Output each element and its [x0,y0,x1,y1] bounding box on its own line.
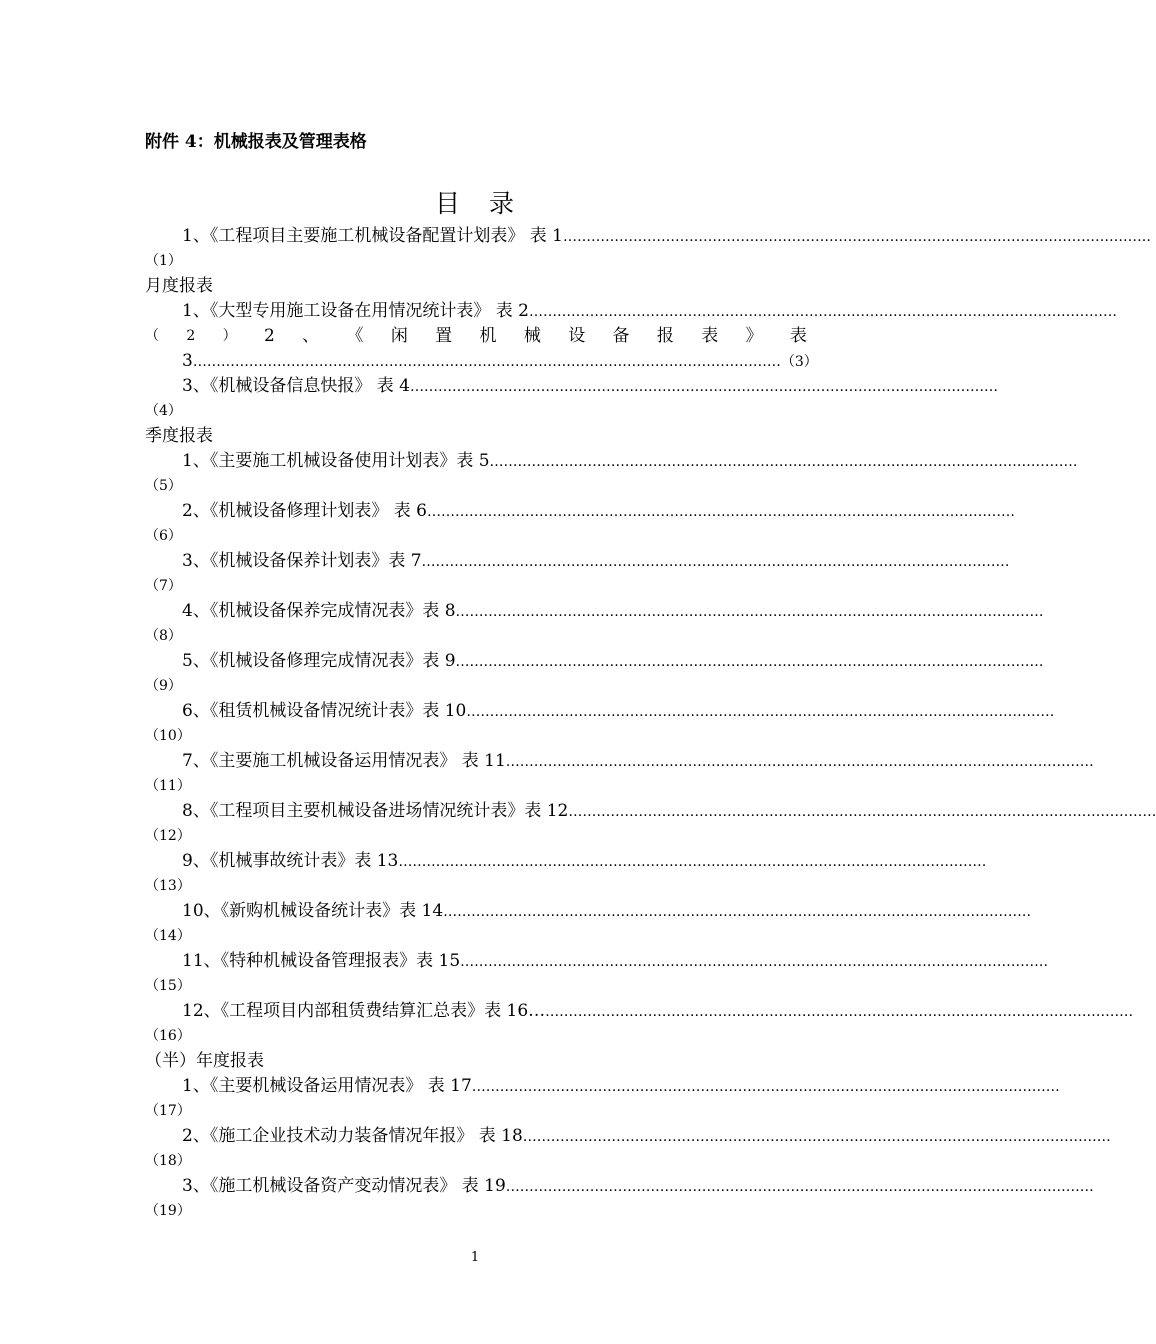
toc-entry [145,699,1055,724]
dot-leader: ……………………………………………………………………………………………………………… [489,454,1078,470]
dot-leader: ……………………………………………………………………………………………………………… [471,1079,1060,1095]
toc-entry-page: （4） [145,403,182,419]
justified-char: 、 [302,326,320,346]
dot-leader: ……………………………………………………………………………………………………………… [505,754,1094,770]
dot-leader: ……………………………………………………………………………………………………………… [421,554,1010,570]
toc-entry-page: （5） [145,478,182,494]
justified-char: 闲 [390,326,408,346]
toc-entry [145,1124,1111,1149]
section-monthly: 月度报表 [145,276,213,296]
toc-entry-text: 6、《租赁机械设备情况统计表》表 10 [182,701,467,721]
dot-leader: ……………………………………………………………………………………………………………… [455,604,1044,620]
dot-leader: ……………………………………………………………………………………………………………… [455,654,1044,670]
dot-leader: ……………………………………………………………………………………………………………… [562,229,1151,245]
toc-justified-line [145,324,807,349]
toc-entry [145,949,1049,974]
toc-entry-text: 1、《主要施工机械设备使用计划表》表 5 [182,451,490,471]
toc-entry-text: 7、《主要施工机械设备运用情况表》 表 11 [182,751,506,771]
dot-leader: ……………………………………………………………………………………………………………… [522,1129,1111,1145]
dot-leader: ……………………………………………………………………………………………………………… [398,854,987,870]
toc-entry [145,549,1010,574]
toc-entry [145,349,818,374]
justified-char: 备 [612,326,630,346]
justified-char: 》 [745,326,763,346]
toc-entry-text: 3、《施工机械设备资产变动情况表》 表 19 [182,1176,506,1196]
toc-entry-text: 1、《主要机械设备运用情况表》 表 17 [182,1076,472,1096]
toc-heading-char-1: 目 [434,189,461,218]
toc-entry [145,499,1015,524]
toc-entry [145,1174,1094,1199]
justified-char: 《 [346,326,364,346]
toc-entry-page: （12） [145,828,191,844]
page-number: 1 [470,1250,480,1265]
dot-leader: ……………………………………………………………………………………………………………… [466,704,1055,720]
justified-char: （ [145,328,159,344]
justified-char: 表 [789,326,807,346]
toc-entry-page: （8） [145,628,182,644]
toc-entry-page: （14） [145,928,191,944]
toc-entry-page: （11） [145,778,191,794]
toc-entry [145,374,998,399]
toc-entry-text: 3 [182,351,193,371]
justified-char: 2 [186,328,196,344]
justified-char: 置 [435,326,453,346]
toc-entry-page: （7） [145,578,182,594]
toc-entry [145,849,987,874]
toc-entry-text: 3、《机械设备保养计划表》表 7 [182,551,422,571]
table-of-contents [145,224,1156,1224]
dot-leader: ……………………………………………………………………………………………………………… [409,379,998,395]
toc-entry-page: （1） [145,253,182,269]
toc-entry [145,999,1134,1024]
toc-entry [145,599,1044,624]
dot-leader: ……………………………………………………………………………………………………………… [505,1179,1094,1195]
toc-entry [145,449,1078,474]
justified-char: 表 [701,326,719,346]
toc-entry-text: 2、《机械设备修理计划表》 表 6 [182,501,427,521]
toc-entry-text: 3、《机械设备信息快报》 表 4 [182,376,410,396]
toc-entry [145,649,1044,674]
toc-entry-text: 12、《工程项目内部租赁费结算汇总表》表 16… [182,1001,546,1021]
toc-entry-text: 1、《大型专用施工设备在用情况统计表》 表 2 [182,301,529,321]
toc-entry-text: 4、《机械设备保养完成情况表》表 8 [182,601,456,621]
toc-entry-page: （16） [145,1028,191,1044]
dot-leader: ……………………………………………………………………………………………………………… [192,354,781,370]
toc-entry [145,799,1156,824]
section-annual: （半）年度报表 [145,1051,264,1071]
toc-entry [145,749,1094,774]
toc-entry [145,224,1151,249]
justified-char: 2 [263,326,275,346]
toc-entry-text: 8、《工程项目主要机械设备进场情况统计表》表 12 [182,801,569,821]
justified-char: 机 [479,326,497,346]
toc-entry-text: 10、《新购机械设备统计表》表 14 [182,901,444,921]
dot-leader: ……………………………………………………………………………………………………………… [528,304,1117,320]
dot-leader: ……………………………………………………………………………………………………………… [443,904,1032,920]
toc-entry-text: 9、《机械事故统计表》表 13 [182,851,399,871]
toc-heading-char-2: 录 [489,189,516,218]
toc-entry-page: （9） [145,678,182,694]
justified-char: 设 [568,326,586,346]
justified-char: 报 [656,326,674,346]
toc-entry-page: （17） [145,1103,191,1119]
justified-char: ） [222,328,237,344]
dot-leader: ……………………………………………………………………………………………………………… [568,804,1156,820]
justified-char: 械 [523,326,541,346]
section-quarterly: 季度报表 [145,426,213,446]
toc-entry-page: （13） [145,878,191,894]
toc-entry-page: （3） [780,354,818,370]
attachment-title: 附件 4：机械报表及管理表格 [145,132,367,152]
toc-entry-page: （10） [145,728,191,744]
toc-entry-page: （18） [145,1153,191,1169]
toc-entry-page: （19） [145,1203,191,1219]
toc-heading [0,184,950,220]
toc-entry-page: （6） [145,528,182,544]
toc-entry-page: （15） [145,978,191,994]
toc-entry [145,899,1032,924]
toc-entry [145,1074,1060,1099]
dot-leader: ……………………………………………………………………………………………………………… [426,504,1015,520]
toc-entry-text: 5、《机械设备修理完成情况表》表 9 [182,651,456,671]
dot-leader: ……………………………………………………………………………………………………………… [460,954,1049,970]
toc-entry-text: 2、《施工企业技术动力装备情况年报》 表 18 [182,1126,523,1146]
toc-entry-text: 1、《工程项目主要施工机械设备配置计划表》 表 1 [182,226,563,246]
toc-entry [145,299,1117,324]
toc-entry-text: 11、《特种机械设备管理报表》表 15 [182,951,461,971]
dot-leader: ……………………………………………………………………………………………………………… [545,1004,1134,1020]
